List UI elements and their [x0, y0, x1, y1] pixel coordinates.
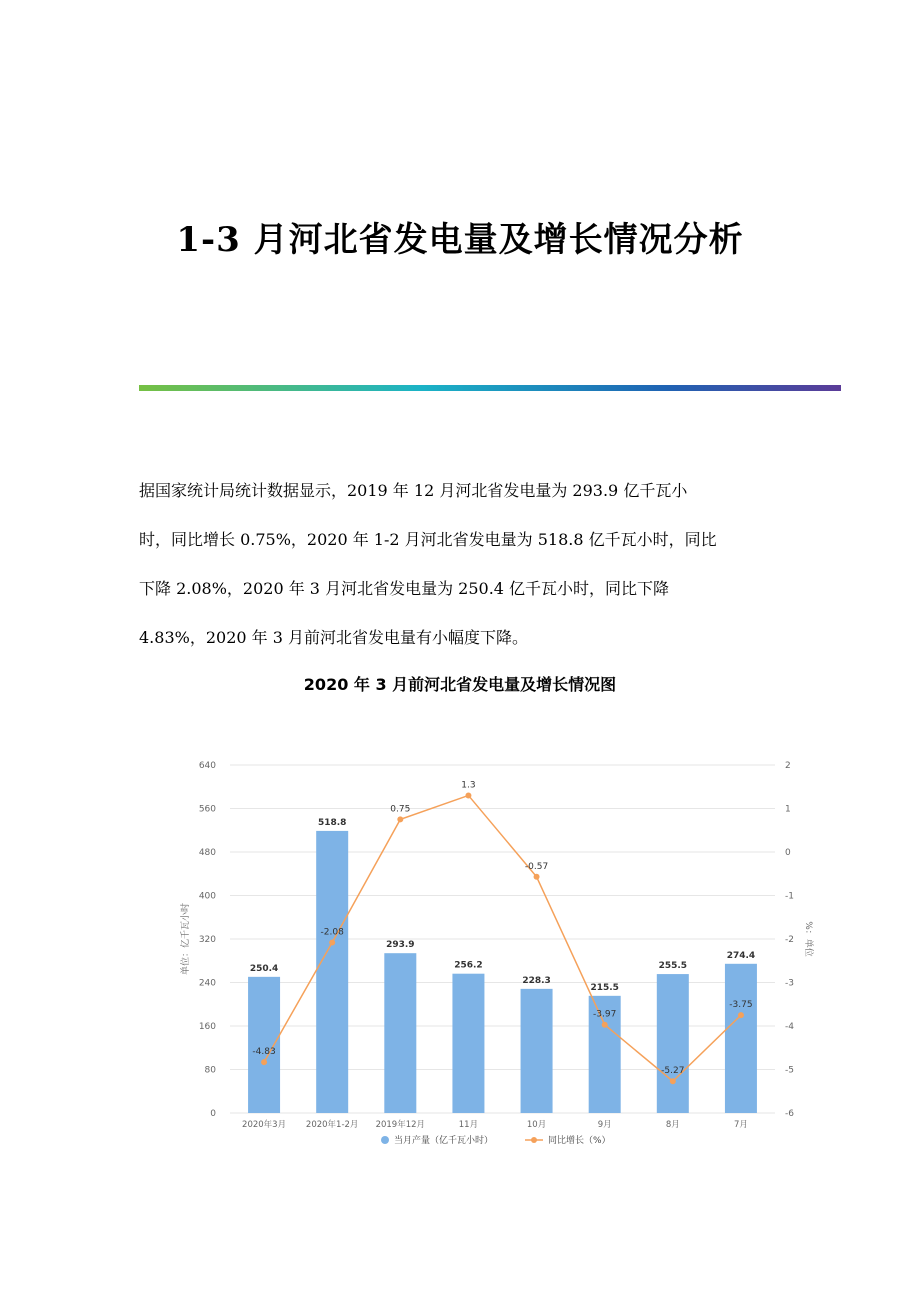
paragraph-line: 时，同比增长 0.75%，2020 年 1-2 月河北省发电量为 518.8 亿千瓦小时，同比: [139, 530, 717, 549]
y2-axis-label: %：单位: [803, 921, 813, 957]
bar-value-label: 256.2: [454, 960, 483, 971]
chart-heading: 2020 年 3 月前河北省发电量及增长情况图: [303, 675, 617, 694]
gradient-divider: [139, 385, 841, 391]
bar-value-label: 228.3: [522, 975, 551, 986]
y2-tick-label: -6: [785, 1109, 794, 1119]
growth-value-label: -4.83: [252, 1047, 276, 1058]
legend-line-dot: [531, 1137, 537, 1143]
bar: [248, 977, 280, 1113]
y-tick-label: 560: [198, 804, 216, 815]
y2-tick-label: -3: [785, 978, 794, 989]
bar-value-label: 293.9: [386, 940, 415, 951]
growth-value-label: 0.75: [390, 804, 411, 815]
y2-tick-label: 0: [785, 848, 791, 858]
y-tick-label: 160: [198, 1022, 216, 1032]
growth-point: [397, 816, 403, 822]
growth-point: [670, 1078, 676, 1084]
body-paragraph: [139, 466, 779, 662]
growth-point: [534, 874, 540, 880]
legend-line-label: 同比增长（%）: [548, 1136, 611, 1146]
x-tick-label: 11月: [458, 1120, 479, 1130]
y-axis-label: 单位：亿千瓦小时: [181, 902, 191, 976]
bar: [725, 964, 757, 1113]
bar-value-label: 274.4: [726, 950, 756, 961]
y2-tick-label: -1: [785, 891, 794, 902]
bar-value-label: 255.5: [658, 961, 688, 972]
bar: [521, 989, 553, 1113]
y2-tick-label: -2: [785, 935, 794, 945]
y-tick-label: 80: [204, 1065, 216, 1076]
legend-bar-label: 当月产量（亿千瓦小时）: [394, 1136, 494, 1146]
y-tick-label: 0: [210, 1109, 216, 1119]
growth-point: [329, 939, 335, 945]
x-tick-label: 2020年3月: [242, 1120, 287, 1130]
y2-tick-label: -5: [785, 1065, 794, 1076]
growth-point: [738, 1012, 744, 1018]
x-tick-label: 2020年1-2月: [305, 1120, 359, 1130]
growth-value-label: 1.3: [461, 780, 476, 791]
growth-value-label: -0.57: [524, 861, 549, 872]
y-tick-label: 240: [198, 978, 216, 989]
power-generation-chart: [170, 745, 850, 1165]
x-tick-label: 8月: [665, 1120, 680, 1130]
bar-value-label: 250.4: [249, 963, 279, 974]
document-title: 1-3 月河北省发电量及增长情况分析: [176, 220, 744, 260]
bar: [452, 974, 484, 1113]
growth-value-label: -2.08: [320, 927, 344, 938]
y-tick-label: 400: [198, 891, 216, 902]
y-tick-label: 640: [198, 761, 216, 771]
bar: [316, 831, 348, 1113]
bar-value-label: 518.8: [317, 817, 347, 828]
x-tick-label: 7月: [733, 1120, 748, 1130]
y2-tick-label: 1: [785, 804, 791, 815]
y2-tick-label: -4: [785, 1022, 794, 1032]
y-tick-label: 320: [198, 935, 216, 945]
y-tick-label: 480: [198, 848, 216, 858]
bar: [657, 974, 689, 1113]
growth-value-label: -5.27: [661, 1066, 685, 1077]
x-tick-label: 9月: [597, 1120, 612, 1130]
paragraph-line: 据国家统计局统计数据显示，2019 年 12 月河北省发电量为 293.9 亿千瓦小: [139, 481, 688, 500]
bar: [384, 953, 416, 1113]
growth-point: [261, 1059, 267, 1065]
growth-value-label: -3.97: [593, 1009, 617, 1020]
paragraph-line: 下降 2.08%，2020 年 3 月河北省发电量为 250.4 亿千瓦小时，同比下降: [139, 579, 670, 598]
bar-value-label: 215.5: [590, 982, 619, 993]
growth-value-label: -3.75: [729, 1000, 753, 1011]
growth-point: [602, 1022, 608, 1028]
growth-point: [465, 792, 471, 798]
x-tick-label: 2019年12月: [375, 1120, 426, 1130]
paragraph-line: 4.83%，2020 年 3 月前河北省发电量有小幅度下降。: [139, 628, 528, 647]
legend-bar-marker: [381, 1136, 389, 1144]
x-tick-label: 10月: [526, 1120, 547, 1130]
y2-tick-label: 2: [785, 761, 791, 771]
